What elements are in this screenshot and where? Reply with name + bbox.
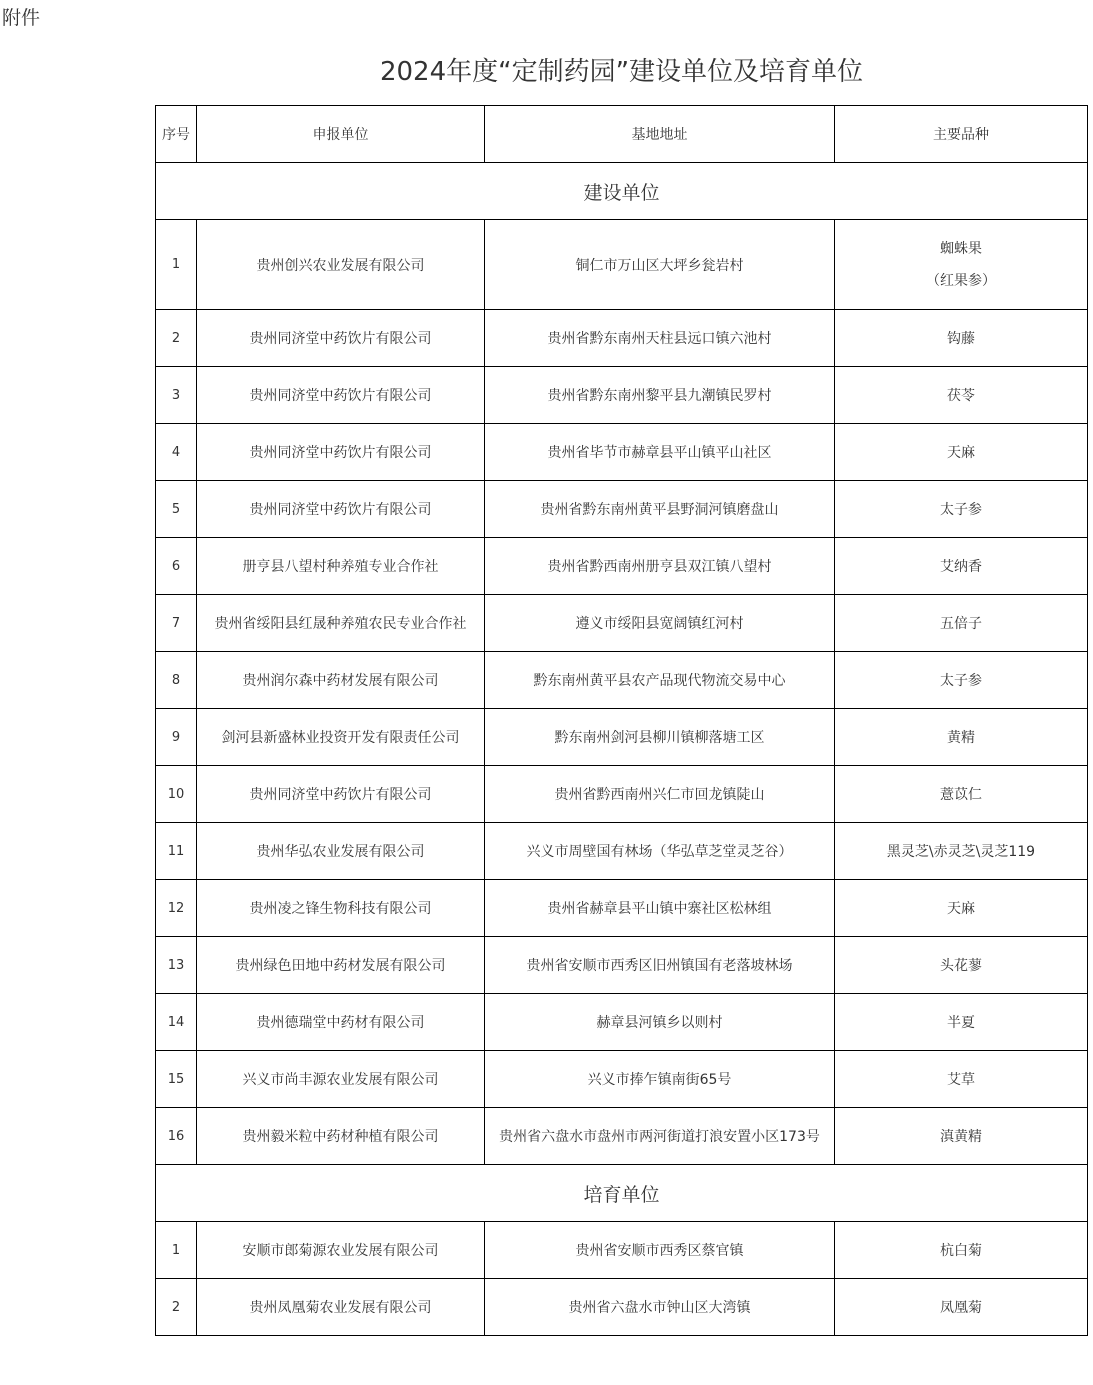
- cell-index: 9: [156, 709, 197, 766]
- page-title: 2024年度“定制药园”建设单位及培育单位: [379, 57, 864, 87]
- attachment-label: 附件: [2, 7, 41, 29]
- cell-index: 12: [156, 880, 197, 937]
- cell-index: 7: [156, 595, 197, 652]
- units-table: [155, 105, 1088, 1336]
- table-row: [156, 1108, 1088, 1165]
- cell-variety: 天麻: [835, 880, 1088, 937]
- table-header-row: [156, 106, 1088, 163]
- cell-address: 贵州省黔西南州兴仁市回龙镇陡山: [485, 766, 835, 823]
- table-row: [156, 310, 1088, 367]
- cell-applicant: 贵州华弘农业发展有限公司: [197, 823, 485, 880]
- cell-index: 11: [156, 823, 197, 880]
- cell-address: 贵州省赫章县平山镇中寨社区松林组: [485, 880, 835, 937]
- cell-applicant: 贵州毅米粒中药材种植有限公司: [197, 1108, 485, 1165]
- section-label-build: 建设单位: [156, 163, 1088, 220]
- cell-address: 铜仁市万山区大坪乡瓮岩村: [485, 220, 835, 310]
- table-row: [156, 652, 1088, 709]
- cell-index: 2: [156, 1279, 197, 1336]
- table-row: [156, 1051, 1088, 1108]
- cell-address: 贵州省安顺市西秀区旧州镇国有老落坡林场: [485, 937, 835, 994]
- header-index: 序号: [156, 106, 197, 163]
- table-row: [156, 1279, 1088, 1336]
- table-row: [156, 766, 1088, 823]
- table-row: [156, 424, 1088, 481]
- cell-applicant: 贵州同济堂中药饮片有限公司: [197, 766, 485, 823]
- cell-variety: 太子参: [835, 652, 1088, 709]
- cell-applicant: 贵州省绥阳县红晟种养殖农民专业合作社: [197, 595, 485, 652]
- cell-applicant: 兴义市尚丰源农业发展有限公司: [197, 1051, 485, 1108]
- cell-variety: 艾纳香: [835, 538, 1088, 595]
- cell-variety: 黑灵芝\赤灵芝\灵芝119: [835, 823, 1088, 880]
- cell-address: 贵州省黔西南州册亨县双江镇八望村: [485, 538, 835, 595]
- cell-variety: [835, 220, 1088, 310]
- section-row-build: [156, 163, 1088, 220]
- cell-applicant: 贵州凌之锋生物科技有限公司: [197, 880, 485, 937]
- cell-address: 遵义市绥阳县宽阔镇红河村: [485, 595, 835, 652]
- cell-address: 赫章县河镇乡以则村: [485, 994, 835, 1051]
- cell-index: 15: [156, 1051, 197, 1108]
- header-applicant: 申报单位: [197, 106, 485, 163]
- cell-index: 4: [156, 424, 197, 481]
- cell-index: 3: [156, 367, 197, 424]
- variety-note: （红果参）: [926, 272, 996, 289]
- cell-address: 贵州省黔东南州天柱县远口镇六池村: [485, 310, 835, 367]
- cell-address: 兴义市捧乍镇南街65号: [485, 1051, 835, 1108]
- table-row: [156, 709, 1088, 766]
- cell-variety: 黄精: [835, 709, 1088, 766]
- cell-variety: 天麻: [835, 424, 1088, 481]
- cell-applicant: 贵州同济堂中药饮片有限公司: [197, 367, 485, 424]
- cell-variety: 五倍子: [835, 595, 1088, 652]
- section-label-nurture: 培育单位: [156, 1165, 1088, 1222]
- cell-variety: 艾草: [835, 1051, 1088, 1108]
- cell-variety: 凤凰菊: [835, 1279, 1088, 1336]
- variety-name: 蜘蛛果: [940, 240, 982, 257]
- cell-address: 贵州省黔东南州黄平县野洞河镇磨盘山: [485, 481, 835, 538]
- cell-applicant: 贵州绿色田地中药材发展有限公司: [197, 937, 485, 994]
- table-row: [156, 823, 1088, 880]
- cell-applicant: 贵州凤凰菊农业发展有限公司: [197, 1279, 485, 1336]
- table-row: [156, 538, 1088, 595]
- cell-index: 10: [156, 766, 197, 823]
- cell-applicant: 贵州润尔森中药材发展有限公司: [197, 652, 485, 709]
- header-address: 基地地址: [485, 106, 835, 163]
- cell-index: 1: [156, 1222, 197, 1279]
- cell-applicant: 册亨县八望村种养殖专业合作社: [197, 538, 485, 595]
- cell-index: 5: [156, 481, 197, 538]
- cell-variety: 滇黄精: [835, 1108, 1088, 1165]
- cell-applicant: 贵州同济堂中药饮片有限公司: [197, 310, 485, 367]
- section-row-nurture: [156, 1165, 1088, 1222]
- cell-variety: 薏苡仁: [835, 766, 1088, 823]
- table-row: [156, 481, 1088, 538]
- cell-applicant: 贵州同济堂中药饮片有限公司: [197, 481, 485, 538]
- cell-index: 2: [156, 310, 197, 367]
- table-row: [156, 367, 1088, 424]
- cell-applicant: 剑河县新盛林业投资开发有限责任公司: [197, 709, 485, 766]
- cell-variety: 头花蓼: [835, 937, 1088, 994]
- table-row: [156, 937, 1088, 994]
- cell-address: 贵州省安顺市西秀区蔡官镇: [485, 1222, 835, 1279]
- cell-index: 14: [156, 994, 197, 1051]
- cell-applicant: 贵州创兴农业发展有限公司: [197, 220, 485, 310]
- cell-applicant: 安顺市郎菊源农业发展有限公司: [197, 1222, 485, 1279]
- cell-address: 贵州省毕节市赫章县平山镇平山社区: [485, 424, 835, 481]
- cell-address: 黔东南州剑河县柳川镇柳落塘工区: [485, 709, 835, 766]
- cell-variety: 茯苓: [835, 367, 1088, 424]
- cell-applicant: 贵州同济堂中药饮片有限公司: [197, 424, 485, 481]
- table-row: [156, 595, 1088, 652]
- cell-applicant: 贵州德瑞堂中药材有限公司: [197, 994, 485, 1051]
- cell-variety: 太子参: [835, 481, 1088, 538]
- cell-variety: 杭白菊: [835, 1222, 1088, 1279]
- cell-index: 13: [156, 937, 197, 994]
- cell-address: 贵州省六盘水市钟山区大湾镇: [485, 1279, 835, 1336]
- cell-index: 16: [156, 1108, 197, 1165]
- cell-address: 贵州省六盘水市盘州市两河街道打浪安置小区173号: [485, 1108, 835, 1165]
- cell-index: 8: [156, 652, 197, 709]
- cell-variety: 钩藤: [835, 310, 1088, 367]
- table-row: [156, 880, 1088, 937]
- cell-variety: 半夏: [835, 994, 1088, 1051]
- table-row: [156, 1222, 1088, 1279]
- table-row: [156, 994, 1088, 1051]
- cell-index: 1: [156, 220, 197, 310]
- cell-address: 黔东南州黄平县农产品现代物流交易中心: [485, 652, 835, 709]
- header-variety: 主要品种: [835, 106, 1088, 163]
- cell-index: 6: [156, 538, 197, 595]
- cell-address: 兴义市周壁国有林场（华弘草芝堂灵芝谷）: [485, 823, 835, 880]
- table-row: [156, 220, 1088, 310]
- cell-address: 贵州省黔东南州黎平县九潮镇民罗村: [485, 367, 835, 424]
